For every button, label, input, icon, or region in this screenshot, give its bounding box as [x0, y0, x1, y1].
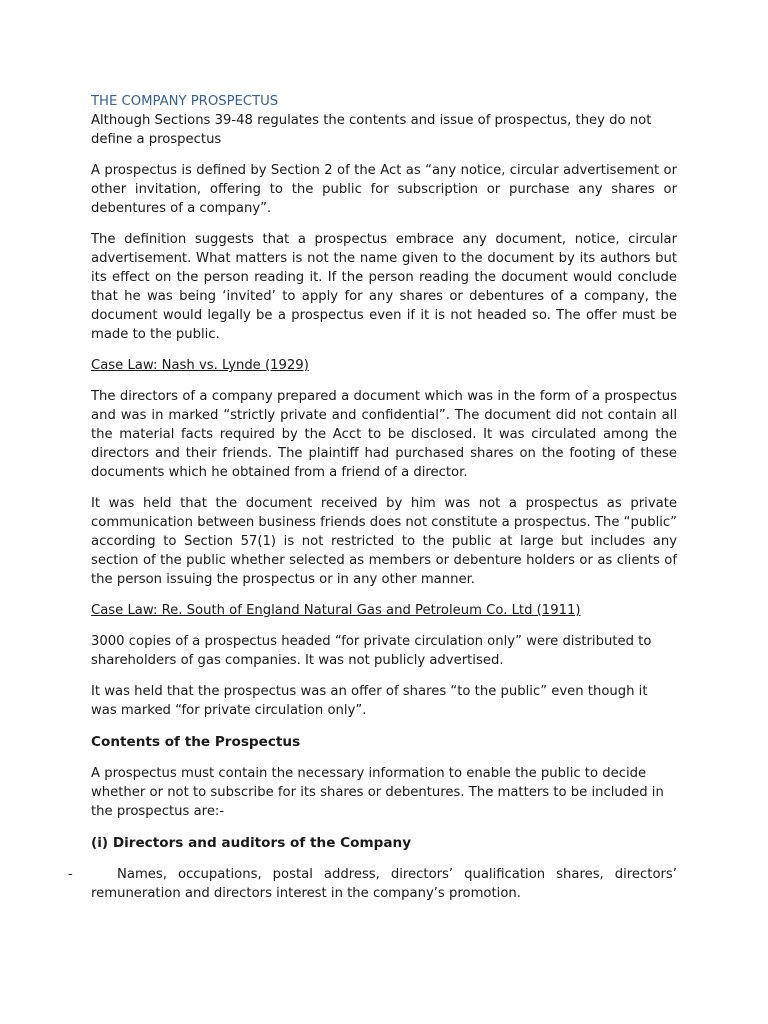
list-item	[68, 865, 677, 903]
case-law-heading-nash: Case Law: Nash vs. Lynde (1929)	[91, 358, 309, 373]
contents-intro-paragraph: A prospectus must contain the necessary information to enable the public to decide whether or not to subscribe for its shares or debentures. The matters to be included in the prospectus are:-	[91, 766, 664, 819]
definition-paragraph: A prospectus is defined by Section 2 of the Act as “any notice, circular advertisement or other invitation, offering to the public for subscription or purchase any shares or debentures of a company”.	[91, 163, 677, 216]
intro-paragraph: Although Sections 39-48 regulates the contents and issue of prospectus, they do not define a prospectus	[91, 113, 652, 147]
bullet-text: Names, occupations, postal address, directors’ qualification shares, directors’ remuneration and directors interest in the company’s promotion.	[91, 867, 677, 901]
definition-explanation-paragraph: The definition suggests that a prospectus embrace any document, notice, circular advertisement. What matters is not the name given to the document by its authors but its effect on the person reading it. If the person reading the document would conclude that he was being ‘invited’ to apply for any shares or debentures of a company, the document would legally be a prospectus even if it is not headed so. The offer must be made to the public.	[91, 232, 677, 342]
case-law-heading-south-england: Case Law: Re. South of England Natural Gas and Petroleum Co. Ltd (1911)	[91, 603, 581, 618]
section-i-heading: (i) Directors and auditors of the Company	[91, 835, 412, 851]
bullet-dash: -	[68, 867, 73, 882]
case-facts-paragraph: The directors of a company prepared a document which was in the form of a prospectus and was in marked “strictly private and confidential”. The document did not contain all the material facts required by the Acct to be disclosed. It was circulated among the directors and their friends. The plaintiff had purchased shares on the footing of these documents which he obtained from a friend of a director.	[91, 389, 677, 480]
document-body	[68, 92, 677, 903]
contents-heading: Contents of the Prospectus	[91, 734, 301, 750]
case-held-paragraph-2: It was held that the prospectus was an offer of shares “to the public” even though it was marked “for private circulation only”.	[91, 684, 648, 718]
document-title: THE COMPANY PROSPECTUS	[91, 94, 279, 109]
case-held-paragraph: It was held that the document received by him was not a prospectus as private communication between business friends does not constitute a prospectus. The “public” according to Section 57(1) is not restricted to the public at large but includes any section of the public whether selected as members or debenture holders or as clients of the person issuing the prospectus or in any other manner.	[91, 496, 677, 587]
case-facts-paragraph-2: 3000 copies of a prospectus headed “for private circulation only” were distributed to shareholders of gas companies. It was not publicly advertised.	[91, 634, 652, 668]
